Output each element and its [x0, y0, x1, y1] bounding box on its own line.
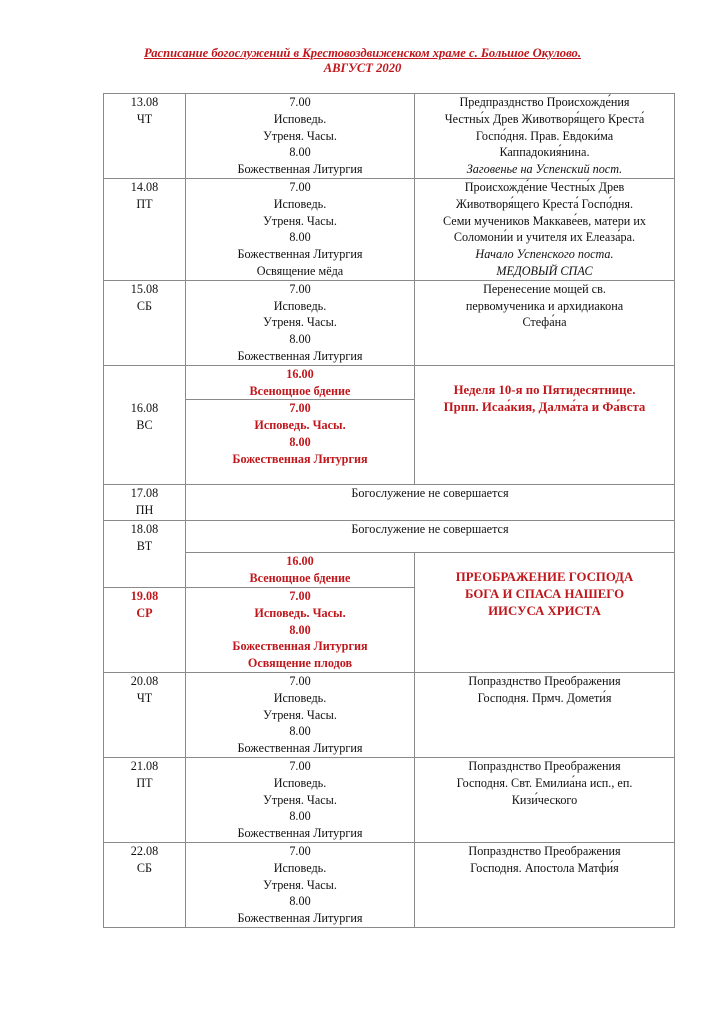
no-service-text: Богослужение не совершается: [351, 522, 509, 537]
table-row: [104, 280, 675, 365]
feast-cell: [415, 365, 675, 485]
weekday: СБ: [136, 860, 153, 875]
row-spacer: [417, 366, 672, 382]
vigil-name: Всенощное бдение: [249, 571, 351, 586]
service-cell: [186, 179, 415, 281]
feast-line: Госпо́дня. Прав. Евдоки́ма: [475, 128, 614, 143]
service-line: Утреня. Часы.: [263, 213, 337, 228]
feast-cell: [415, 672, 675, 757]
date: 22.08: [130, 843, 159, 858]
service-line: Исповедь. Часы.: [254, 605, 346, 620]
feast-line: Каппадокия́нина.: [499, 145, 590, 160]
vigil-time: 16.00: [286, 366, 314, 381]
service-line: Исповедь.: [273, 690, 327, 705]
feast-cell: [415, 553, 675, 673]
feast-note: Начало Успенского поста.: [475, 247, 614, 262]
service-line: Утреня. Часы.: [263, 707, 337, 722]
service-line: Исповедь.: [273, 775, 327, 790]
date-cell: [104, 672, 186, 757]
service-line: Освящение плодов: [247, 656, 353, 671]
schedule-table: [103, 93, 675, 928]
date: 18.08: [130, 522, 159, 537]
weekday: ПТ: [136, 775, 153, 790]
service-line: 8.00: [289, 145, 311, 160]
service-cell: [186, 587, 415, 672]
feast-line: Господня. Прмч. Домети́я: [477, 690, 612, 705]
weekday: СР: [136, 605, 153, 620]
service-line: Божественная Литургия: [237, 826, 363, 841]
no-service-text: Богослужение не совершается: [351, 486, 509, 501]
service-line: 8.00: [289, 622, 311, 637]
service-line: 8.00: [289, 809, 311, 824]
service-line: 7.00: [289, 673, 311, 688]
vigil-time: 16.00: [286, 554, 314, 569]
service-line: Утреня. Часы.: [263, 128, 337, 143]
date-cell: [104, 485, 186, 521]
date-cell: [104, 365, 186, 485]
feast-line: Соломони́и и учителя их Елеаза́ра.: [453, 230, 636, 245]
feast-line: Прпп. Исаа́кия, Далма́та и Фа́вста: [443, 399, 646, 414]
title-line-1: Расписание богослужений в Крестовоздвиженском храме с. Большое Окулово.: [143, 46, 582, 60]
table-row: [104, 672, 675, 757]
feast-note: Заговенье на Успенский пост.: [466, 162, 623, 177]
feast-line: Господня. Апостола Матфи́я: [470, 860, 619, 875]
service-line: Божественная Литургия: [237, 741, 363, 756]
service-line: 7.00: [289, 180, 311, 194]
table-row: [104, 485, 675, 521]
feast-cell: [415, 757, 675, 842]
service-line: Исповедь.: [273, 111, 327, 126]
feast-cell: [415, 280, 675, 365]
row-spacer: [106, 366, 183, 400]
service-line: Божественная Литургия: [237, 911, 363, 926]
date: 16.08: [130, 400, 159, 415]
feast-cell: [415, 94, 675, 179]
service-line: 8.00: [289, 724, 311, 739]
feast-line: Стефа́на: [522, 315, 567, 330]
service-line: Божественная Литургия: [237, 348, 363, 363]
date: 17.08: [130, 486, 159, 501]
service-line: 8.00: [289, 332, 311, 347]
service-line: Божественная Литургия: [232, 639, 368, 654]
weekday: ПТ: [136, 196, 153, 211]
service-line: 7.00: [289, 401, 311, 416]
vigil-name: Всенощное бдение: [249, 383, 351, 398]
feast-line: Попразднство Преображения: [468, 758, 621, 773]
service-cell: [186, 94, 415, 179]
service-line: Божественная Литургия: [237, 247, 363, 262]
vigil-cell: [186, 365, 415, 400]
feast-line: Животворя́щего Креста́ Госпо́дня.: [455, 196, 634, 211]
service-line: Утреня. Часы.: [263, 877, 337, 892]
service-line: 7.00: [289, 588, 311, 603]
date-cell: [104, 94, 186, 179]
date: 20.08: [130, 673, 159, 688]
date-cell: [104, 521, 186, 588]
feast-line: Кизи́ческого: [511, 792, 578, 807]
service-line: Исповедь. Часы.: [254, 418, 346, 433]
table-row: [104, 521, 675, 553]
table-row: [104, 94, 675, 179]
feast-cell: [415, 179, 675, 281]
title-month: АВГУСТ 2020: [323, 61, 402, 75]
service-cell: [186, 757, 415, 842]
date-cell: [104, 757, 186, 842]
date: 21.08: [130, 758, 159, 773]
service-line: Исповедь.: [273, 196, 327, 211]
service-cell: [186, 842, 415, 927]
table-row: [104, 757, 675, 842]
service-cell: [186, 280, 415, 365]
service-line: Освящение мёда: [256, 263, 344, 278]
date: 15.08: [130, 281, 159, 296]
table-row: [104, 179, 675, 281]
feast-line: первомученика и архидиакона: [465, 298, 624, 313]
weekday: ПН: [135, 503, 154, 518]
no-service-cell: [186, 485, 675, 521]
weekday: ЧТ: [136, 111, 153, 126]
table-row: [104, 842, 675, 927]
service-line: 7.00: [289, 843, 311, 858]
service-line: 8.00: [289, 230, 311, 245]
service-line: Исповедь.: [273, 298, 327, 313]
feast-line: Попразднство Преображения: [468, 843, 621, 858]
feast-line: Перенесение мощей св.: [483, 281, 606, 296]
weekday: СБ: [136, 298, 153, 313]
service-line: 7.00: [289, 281, 311, 296]
feast-line: ИИСУСА ХРИСТА: [488, 603, 601, 618]
service-cell: [186, 400, 415, 485]
feast-cell: [415, 842, 675, 927]
date: 19.08: [130, 588, 159, 603]
service-cell: [186, 672, 415, 757]
date-cell: [104, 587, 186, 672]
row-spacer: [417, 553, 672, 569]
table-row: [104, 553, 675, 588]
date-cell: [104, 280, 186, 365]
weekday: ЧТ: [136, 690, 153, 705]
vigil-cell: [186, 553, 415, 588]
service-line: 8.00: [289, 434, 311, 449]
service-line: Божественная Литургия: [232, 451, 368, 466]
feast-line: Господня. Свт. Емилиа́на исп., еп.: [456, 775, 633, 790]
table-row: [104, 365, 675, 400]
date: 14.08: [130, 180, 159, 194]
weekday: ВТ: [136, 539, 153, 554]
feast-line: Неделя 10-я по Пятидесятнице.: [453, 382, 636, 397]
date-cell: [104, 842, 186, 927]
feast-line: Честны́х Древ Животворя́щего Креста́: [444, 111, 645, 126]
feast-line: БОГА И СПАСА НАШЕГО: [464, 587, 625, 602]
service-line: Утреня. Часы.: [263, 315, 337, 330]
feast-line: Происхожде́ние Честны́х Древ: [464, 180, 625, 194]
service-line: 8.00: [289, 894, 311, 909]
feast-line: ПРЕОБРАЖЕНИЕ ГОСПОДА: [455, 570, 634, 585]
service-line: Утреня. Часы.: [263, 792, 337, 807]
date: 13.08: [130, 95, 159, 109]
service-line: 7.00: [289, 758, 311, 773]
weekday: ВС: [136, 417, 153, 432]
service-line: Исповедь.: [273, 860, 327, 875]
feast-line: Семи мучеников Маккаве́ев, матери их: [443, 213, 646, 228]
feast-line: Попразднство Преображения: [468, 673, 621, 688]
service-line: Божественная Литургия: [237, 162, 363, 177]
service-line: 7.00: [289, 95, 311, 109]
no-service-cell: [186, 521, 675, 553]
feast-line: Предпразднство Происхожде́ния: [459, 95, 630, 109]
date-cell: [104, 179, 186, 281]
feast-note: МЕДОВЫЙ СПАС: [496, 263, 593, 278]
document-title: [0, 46, 725, 76]
